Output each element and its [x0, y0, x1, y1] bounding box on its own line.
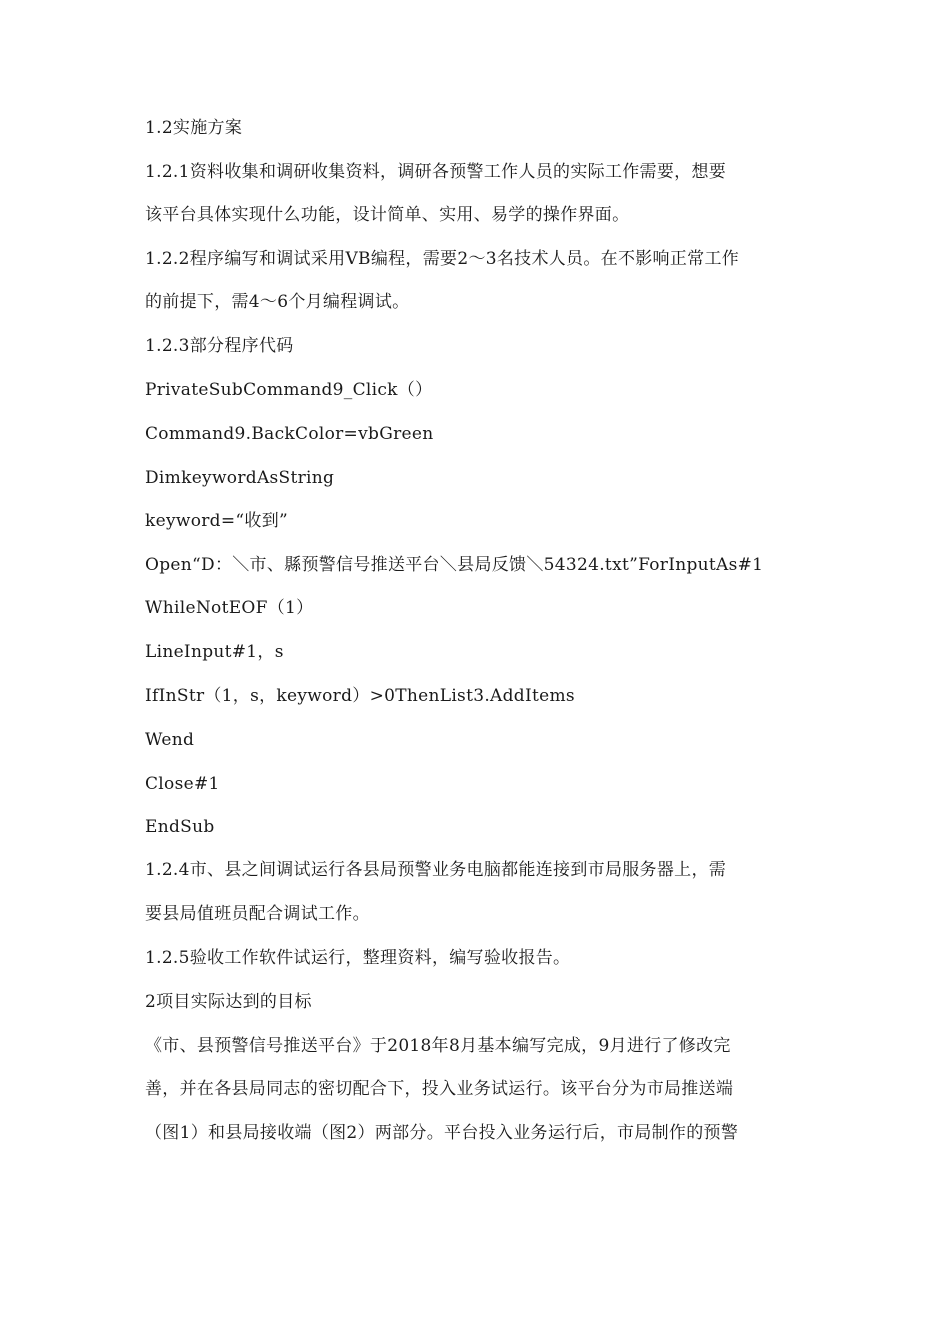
code-line: LineInput#1，s [145, 642, 284, 662]
code-line: Wend [145, 730, 195, 750]
paragraph-line: 善，并在各县局同志的密切配合下，投入业务试运行。该平台分为市局推送端 [145, 1079, 734, 1099]
paragraph-line: 1.2.5验收工作软件试运行，整理资料，编写验收报告。 [145, 948, 571, 968]
paragraph-line: 《市、县预警信号推送平台》于2018年8月基本编写完成，9月进行了修改完 [145, 1036, 731, 1056]
paragraph-line: 1.2.1资料收集和调研收集资料，调研各预警工作人员的实际工作需要，想要 [145, 162, 727, 182]
section-heading: 2项目实际达到的目标 [145, 992, 312, 1012]
code-line: EndSub [145, 817, 215, 837]
code-line: PrivateSubCommand9_Click（） [145, 380, 433, 400]
paragraph-line: （图1）和县局接收端（图2）两部分。平台投入业务运行后，市局制作的预警 [145, 1123, 739, 1143]
paragraph-line: 该平台具体实现什么功能，设计简单、实用、易学的操作界面。 [145, 205, 630, 225]
paragraph-line: 要县局值班员配合调试工作。 [145, 904, 370, 924]
paragraph-line: 1.2.2程序编写和调试采用VB编程，需要2～3名技术人员。在不影响正常工作 [145, 249, 740, 269]
code-line: Command9.BackColor=vbGreen [145, 424, 434, 444]
paragraph-line: 1.2.4市、县之间调试运行各县局预警业务电脑都能连接到市局服务器上，需 [145, 860, 727, 880]
code-line: IfInStr（1，s，keyword）>0ThenList3.AddItems [145, 686, 575, 706]
code-line: Open“D：＼市、縣预警信号推送平台＼县局反馈＼54324.txt”ForInputAs#1 [145, 555, 764, 575]
paragraph-line: 的前提下，需4～6个月编程调试。 [145, 292, 410, 312]
subsection-heading: 1.2.3部分程序代码 [145, 336, 294, 356]
code-line: DimkeywordAsString [145, 468, 335, 488]
code-line: keyword=“收到” [145, 511, 288, 531]
code-line: WhileNotEOF（1） [145, 598, 314, 618]
code-line: Close#1 [145, 774, 220, 794]
section-heading: 1.2实施方案 [145, 118, 243, 138]
